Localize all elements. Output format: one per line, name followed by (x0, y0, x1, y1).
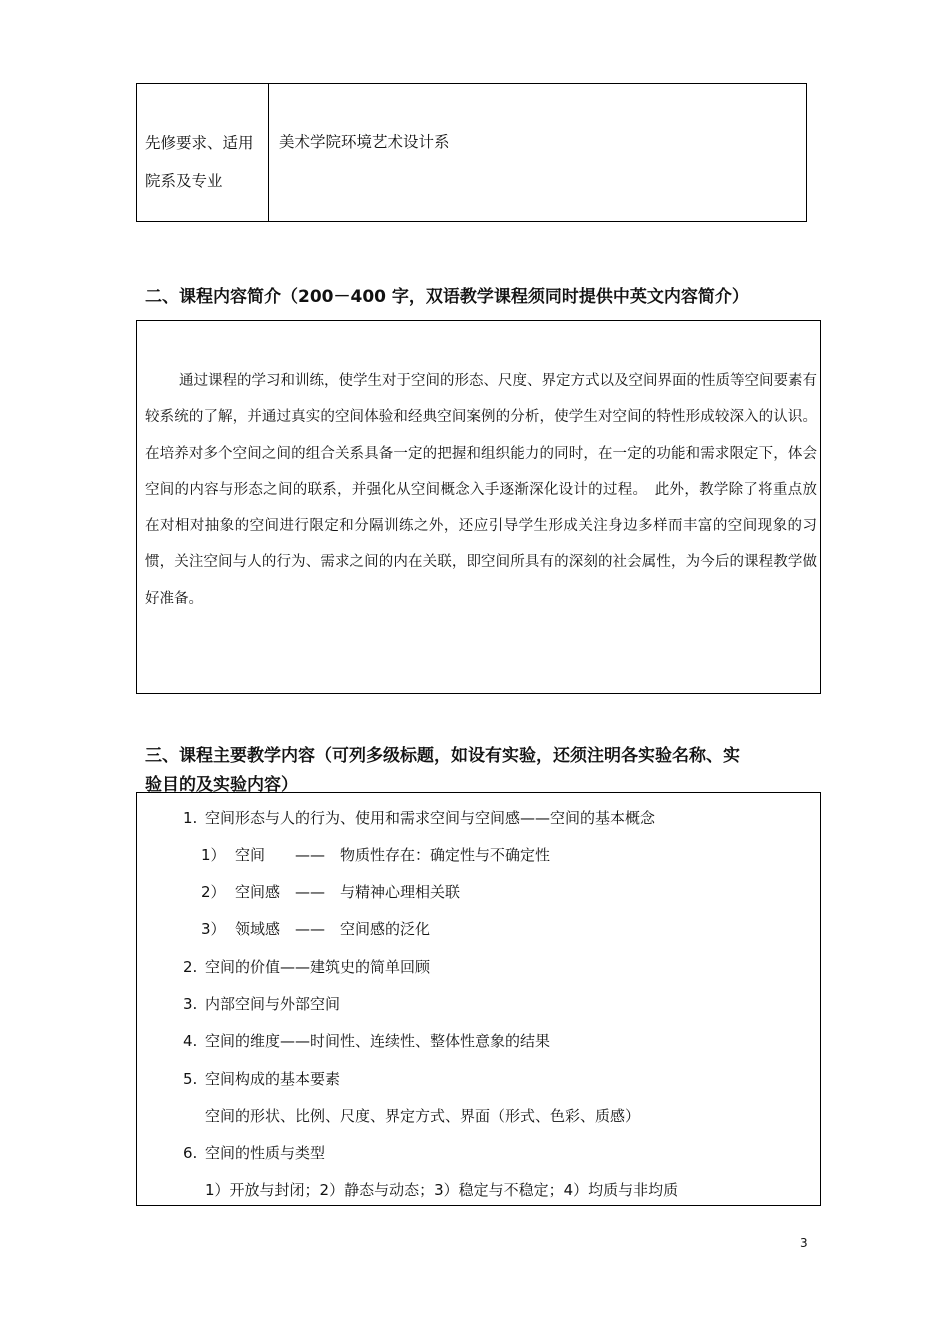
outline-item-number: 1） (201, 846, 226, 864)
outline-item-number: 3） (201, 920, 226, 938)
outline-item (183, 1030, 550, 1051)
prerequisites-label-line2: 院系及专业 (145, 172, 223, 190)
outline-subitem (201, 918, 430, 939)
outline-item (183, 1068, 340, 1089)
prerequisites-value: 美术学院环境艺术设计系 (279, 133, 450, 151)
outline-detail (205, 1105, 640, 1126)
outline-item-number: 1. (183, 809, 198, 827)
outline-item-number: 5. (183, 1070, 198, 1088)
prerequisites-label (145, 124, 265, 200)
outline-item-text: 1）开放与封闭；2）静态与动态；3）稳定与不稳定；4）均质与非均质 (205, 1181, 679, 1199)
outline-subitem (201, 881, 460, 902)
outline-item-text: 空间的形状、比例、尺度、界定方式、界面（形式、色彩、质感） (205, 1107, 641, 1125)
course-content-box (136, 792, 821, 1206)
outline-item-number: 2） (201, 883, 226, 901)
page-number: 3 (800, 1236, 808, 1250)
section2-title: 二、课程内容简介（200－400 字，双语教学课程须同时提供中英文内容简介） (145, 287, 749, 307)
outline-detail (205, 1179, 678, 1200)
outline-item-text: 空间感 —— 与精神心理相关联 (235, 883, 461, 901)
outline-item (183, 807, 655, 828)
outline-item-text: 内部空间与外部空间 (205, 995, 341, 1013)
outline-item-text: 领域感 —— 空间感的泛化 (235, 920, 431, 938)
outline-item-text: 空间形态与人的行为、使用和需求空间与空间感——空间的基本概念 (205, 809, 656, 827)
course-intro-text: 通过课程的学习和训练，使学生对于空间的形态、尺度、界定方式以及空间界面的性质等空间要素有较系统的了解，并通过真实的空间体验和经典空间案例的分析，使学生对空间的特性形成较深入的认识。在培养对多个空间之间的组合关系具备一定的把握和组织能力的同时，在一定的功能和需求限定下，体会空间的内容与形态之间的联系，并强化从空间概念入手逐渐深化设计的过程。 此外，教学除了将重点放在对相对抽象的空间进行限定和分隔训练之外，还应引导学生形成关注身边多样而丰富的空间现象的习惯，关注空间与人的行为、需求之间的内在关联，即空间所具有的深刻的社会属性，为今后的课程教学做好准备。 (145, 373, 817, 607)
outline-item (183, 1142, 325, 1163)
outline-item-text: 空间的维度——时间性、连续性、整体性意象的结果 (205, 1032, 551, 1050)
outline-item (183, 956, 430, 977)
outline-item-number: 6. (183, 1144, 198, 1162)
outline-item-text: 空间的性质与类型 (205, 1144, 326, 1162)
course-intro-box (136, 320, 821, 694)
table-divider (268, 84, 269, 221)
outline-item-number: 3. (183, 995, 198, 1013)
outline-item-text: 空间的价值——建筑史的简单回顾 (205, 958, 431, 976)
prerequisites-label-line1: 先修要求、适用 (145, 134, 254, 152)
section3-title-line1: 三、课程主要教学内容（可列多级标题，如设有实验，还须注明各实验名称、实 (145, 746, 740, 766)
outline-subitem (201, 844, 550, 865)
prerequisites-table (136, 83, 807, 222)
outline-item-text: 空间构成的基本要素 (205, 1070, 341, 1088)
outline-item (183, 993, 340, 1014)
outline-item-number: 4. (183, 1032, 198, 1050)
section3-title-line2: 验目的及实验内容） (145, 775, 298, 795)
outline-item-text: 空间 —— 物质性存在：确定性与不确定性 (235, 846, 551, 864)
outline-item-number: 2. (183, 958, 198, 976)
